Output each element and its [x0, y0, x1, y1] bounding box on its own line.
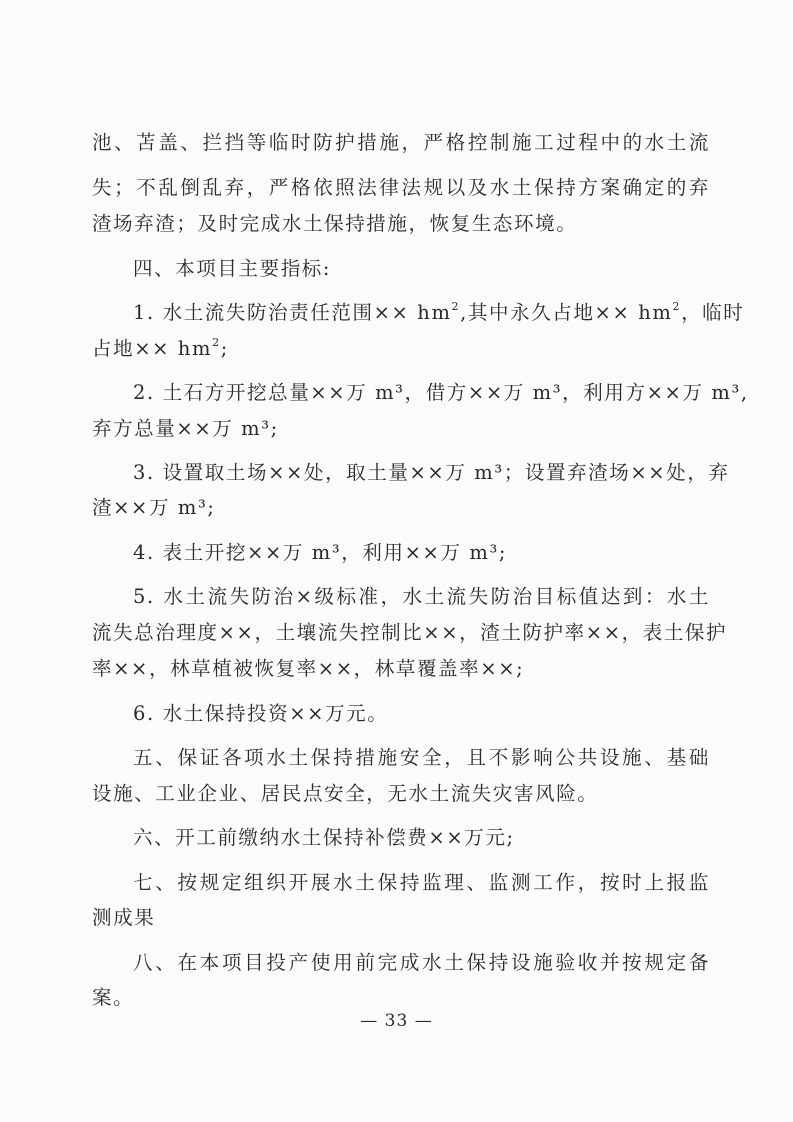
- text-segment: 1. 水土流失防治责任范围×× hm: [133, 301, 452, 324]
- text-line: [92, 336, 710, 360]
- text-line: 失；不乱倒乱弃，严格依照法律法规以及水土保持方案确定的弃: [92, 176, 710, 199]
- text-segment: ，临时: [681, 301, 745, 324]
- text-line: 2. 土石方开挖总量××万 m³，借方××万 m³，利用方××万 m³,: [133, 381, 749, 404]
- text-line: 案。: [92, 986, 135, 1009]
- section-heading: 四、本项目主要指标:: [133, 257, 332, 280]
- text-segment: ,其中永久占地×× hm: [460, 301, 673, 324]
- text-line: 5. 水土流失防治×级标准，水土流失防治目标值达到：水土: [133, 585, 710, 608]
- text-line: 3. 设置取土场××处，取土量××万 m³；设置弃渣场××处，弃: [133, 461, 730, 484]
- text-segment: 占地×× hm: [92, 337, 213, 360]
- superscript: 2: [212, 336, 221, 349]
- text-line: 五、保证各项水土保持措施安全，且不影响公共设施、基础: [133, 746, 710, 769]
- text-line: 4. 表土开挖××万 m³，利用××万 m³;: [133, 541, 508, 564]
- text-line: 弃方总量××万 m³;: [92, 417, 279, 440]
- text-line: 渣场弃渣；及时完成水土保持措施，恢复生态环境。: [92, 212, 578, 235]
- text-line: 6. 水土保持投资××万元。: [133, 702, 389, 725]
- text-line: 七、按规定组织开展水土保持监理、监测工作，按时上报监: [133, 871, 710, 894]
- text-line: 流失总治理度××，土壤流失控制比××，渣土防护率××，表土保护: [92, 621, 728, 644]
- text-segment: ;: [220, 337, 229, 360]
- page-number: — 33 —: [360, 1011, 433, 1031]
- superscript: 2: [672, 300, 682, 313]
- text-line: 六、开工前缴纳水土保持补偿费××万元;: [133, 826, 515, 849]
- text-line: 测成果: [92, 906, 156, 929]
- text-line: 八、在本项目投产使用前完成水土保持设施验收并按规定备: [133, 951, 710, 974]
- text-line: 设施、工业企业、居民点安全，无水土流失灾害风险。: [92, 782, 599, 805]
- text-line: 率××，林草植被恢复率××，林草覆盖率××;: [92, 657, 525, 680]
- superscript: 2: [451, 300, 461, 313]
- text-line: [133, 300, 745, 324]
- text-line: 渣××万 m³;: [92, 496, 216, 519]
- text-line: 池、苫盖、拦挡等临时防护措施，严格控制施工过程中的水土流: [92, 131, 710, 154]
